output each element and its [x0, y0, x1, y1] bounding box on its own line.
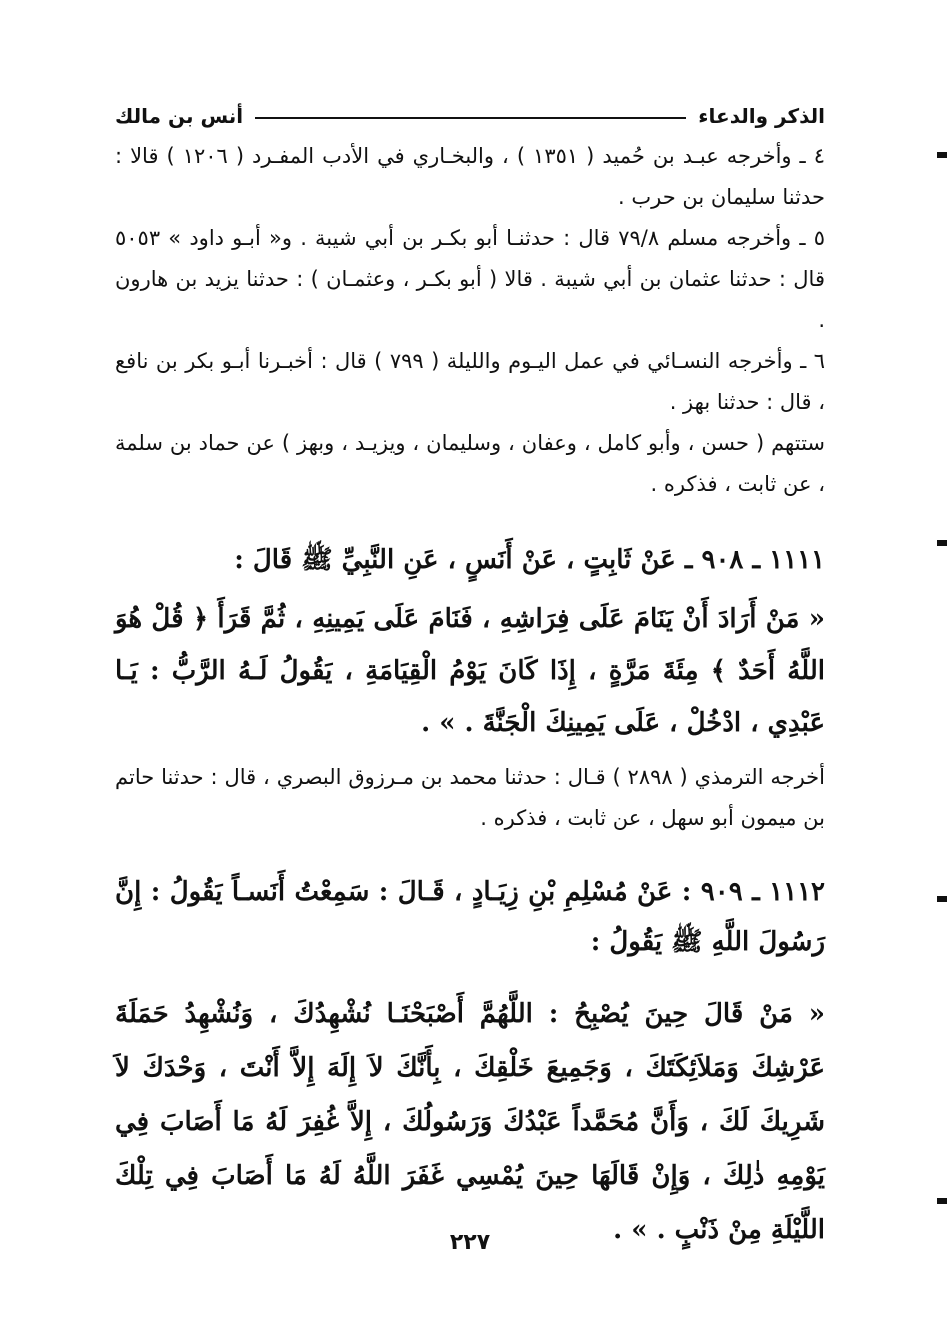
header-chapter-title: الذكر والدعاء [698, 104, 825, 128]
scan-edge-mark [937, 1198, 947, 1204]
page-number: ٢٢٧ [449, 1230, 491, 1255]
header-section-title: أنس بن مالك [115, 104, 244, 128]
hadith-1111-text: « مَنْ أَرَادَ أَنْ يَنَامَ عَلَى فِرَاشِهِ ، فَنَامَ عَلَى يَمِينِهِ ، ثُمَّ قَرَأَ ﴿ قُلْ هُوَ اللَّهُ أَحَدٌ ﴾ مِئَةَ مَرَّةٍ ، إِذَا كَانَ يَوْمُ الْقِيَامَةِ ، يَقُولُ لَـهُ الرَّبُّ : يَـا عَبْدِي ، ادْخُلْ ، عَلَى يَمِينِكَ الْجَنَّةَ . » . [115, 604, 825, 738]
header-rule [255, 117, 686, 119]
scan-edge-mark [937, 540, 947, 546]
note-item: ستتهم ( حسن ، وأبو كامل ، وعفان ، وسليمان ، ويزيـد ، وبهز ) عن حماد بن سلمة ، عن ثابت ، فذكره . [115, 431, 825, 496]
scan-edge-mark [937, 152, 947, 158]
hadith-1112-text: « مَنْ قَالَ حِينَ يُصْبِحُ : اللَّهُمَّ أَصْبَحْنَـا نُشْهِدُكَ ، وَنُشْهِدُ حَمَلَةَ عَرْشِكَ وَمَلاَئِكَتَكَ ، وَجَمِيعَ خَلْقِكَ ، بِأَنَّكَ لاَ إِلَهَ إِلاَّ أَنْتَ ، وَحْدَكَ لاَ شَرِيكَ لَكَ ، وَأَنَّ مُحَمَّداً عَبْدُكَ وَرَسُولُكَ ، إِلاَّ غُفِرَ لَهُ مَا أَصَابَ فِي يَوْمِهِ ذٰلِكَ ، وَإِنْ قَالَهَا حِينَ يُمْسِي غَفَرَ اللَّهُ لَهُ مَا أَصَابَ فِي تِلْكَ اللَّيْلَةِ مِنْ ذَنْبٍ . » . [115, 999, 825, 1245]
hadith-1111-heading: ١١١١ ـ ٩٠٨ ـ عَنْ ثَابِتٍ ، عَنْ أَنَسٍ ، عَنِ النَّبِيِّ ﷺ قَالَ : [234, 545, 825, 575]
running-header [115, 92, 825, 128]
note-item: ٦ ـ وأخرجه النسـائي في عمل اليـوم والليلة ( ٧٩٩ ) قال : أخبـرنا أبـو بكر بن نافع ، قال : حدثنا بهز . [115, 349, 825, 414]
note-item: ٤ ـ وأخرجه عبـد بن حُميد ( ١٣٥١ ) ، والبخـاري في الأدب المفـرد ( ١٢٠٦ ) قالا : حدثنا سليمان بن حرب . [115, 144, 825, 209]
footnotes-block [115, 136, 825, 505]
book-page [115, 92, 825, 1322]
hadith-1112-heading: ١١١٢ ـ ٩٠٩ : عَنْ مُسْلِمِ بْنِ زِيَـادٍ ، قَـالَ : سَمِعْتُ أَنَسـاً يَقُولُ : إِنَّ رَسُولَ اللَّهِ ﷺ يَقُولُ : [115, 877, 825, 957]
hadith-1111-takhrij: أخرجه الترمذي ( ٢٨٩٨ ) قـال : حدثنا محمد بن مـرزوق البصري ، قال : حدثنا حاتم بن ميمون أبو سهل ، عن ثابت ، فذكره . [115, 765, 825, 830]
scan-edge-mark [937, 896, 947, 902]
note-item: ٥ ـ وأخرجه مسلم ٧٩/٨ قال : حدثنـا أبو بكـر بن أبي شيبة . و« أبـو داود » ٥٠٥٣ قال : حدثنا عثمان بن أبي شيبة . قالا ( أبو بكـر ، وعثمـان ) : حدثنا يزيد بن هارون . [115, 226, 825, 332]
